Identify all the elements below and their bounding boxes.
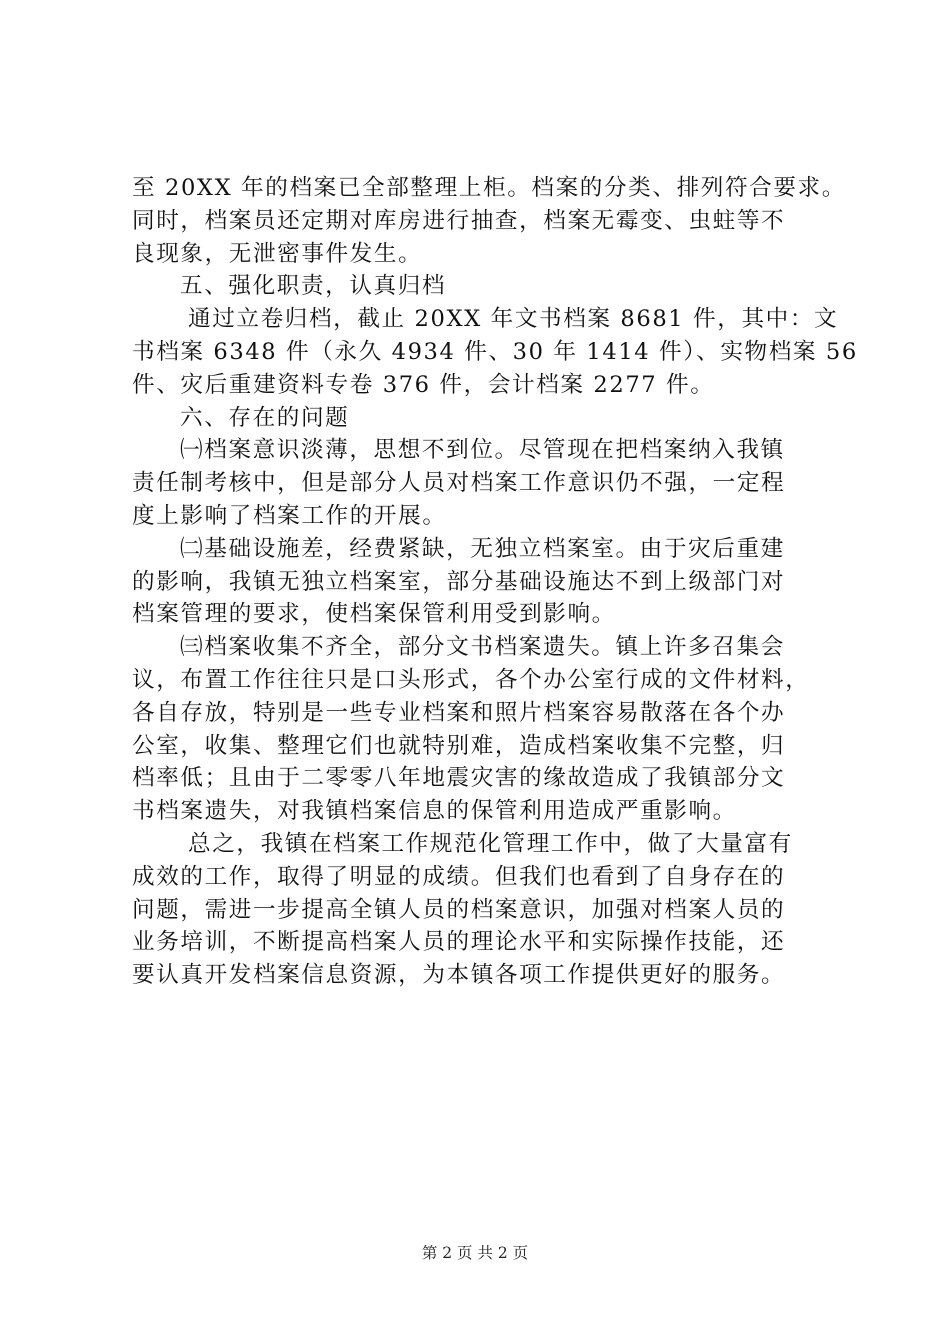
text-line: 责任制考核中，但是部分人员对档案工作意识仍不强，一定程: [132, 470, 786, 497]
text-line: 档率低；且由于二零零八年地震灾害的缘故造成了我镇部分文: [132, 765, 786, 792]
text-line: 至 20XX 年的档案已全部整理上柜。档案的分类、排列符合要求。: [132, 175, 846, 201]
text-line: 业务培训，不断提高档案人员的理论水平和实际操作技能，还: [132, 929, 786, 956]
text-line: 议，布置工作往往只是口头形式，各个办公室行成的文件材料，: [132, 666, 810, 693]
text-line: 件、灾后重建资料专卷 376 件，会计档案 2277 件。: [132, 371, 715, 398]
text-line: 书档案遗失，对我镇档案信息的保管利用造成严重影响。: [132, 798, 737, 825]
text-line: 良现象，无泄密事件发生。: [132, 240, 423, 267]
text-line: 的影响，我镇无独立档案室，部分基础设施达不到上级部门对: [132, 568, 786, 595]
text-line: 要认真开发档案信息资源，为本镇各项工作提供更好的服务。: [132, 962, 786, 989]
text-line: 通过立卷归档，截止 20XX 年文书档案 8681 件，其中：文: [188, 306, 839, 333]
text-line: ㈢档案收集不齐全，部分文书档案遗失。镇上许多召集会: [180, 634, 785, 661]
text-line: 档案管理的要求，使档案保管利用受到影响。: [132, 601, 616, 628]
text-line: ㈡基础设施差，经费紧缺，无独立档案室。由于灾后重建: [180, 535, 785, 562]
text-line: 公室，收集、整理它们也就特别难，造成档案收集不完整，归: [132, 732, 786, 759]
text-line: 问题，需进一步提高全镇人员的档案意识，加强对档案人员的: [132, 896, 786, 923]
section-heading-5: 五、强化职责，认真归档: [180, 273, 447, 300]
text-line: 度上影响了档案工作的开展。: [132, 502, 447, 529]
section-heading-6: 六、存在的问题: [180, 404, 350, 431]
text-line: 成效的工作，取得了明显的成绩。但我们也看到了自身存在的: [132, 863, 786, 890]
page-number-footer: 第 2 页 共 2 页: [421, 1244, 529, 1262]
text-line: 同时，档案员还定期对库房进行抽查，档案无霉变、虫蛀等不: [132, 207, 786, 234]
document-body: [132, 172, 858, 992]
text-line: ㈠档案意识淡薄，思想不到位。尽管现在把档案纳入我镇: [180, 437, 785, 464]
text-line: 总之，我镇在档案工作规范化管理工作中，做了大量富有: [188, 830, 793, 857]
text-line: 各自存放，特别是一些专业档案和照片档案容易散落在各个办: [132, 699, 786, 726]
text-line: 书档案 6348 件（永久 4934 件、30 年 1414 件）、实物档案 56: [132, 338, 858, 365]
